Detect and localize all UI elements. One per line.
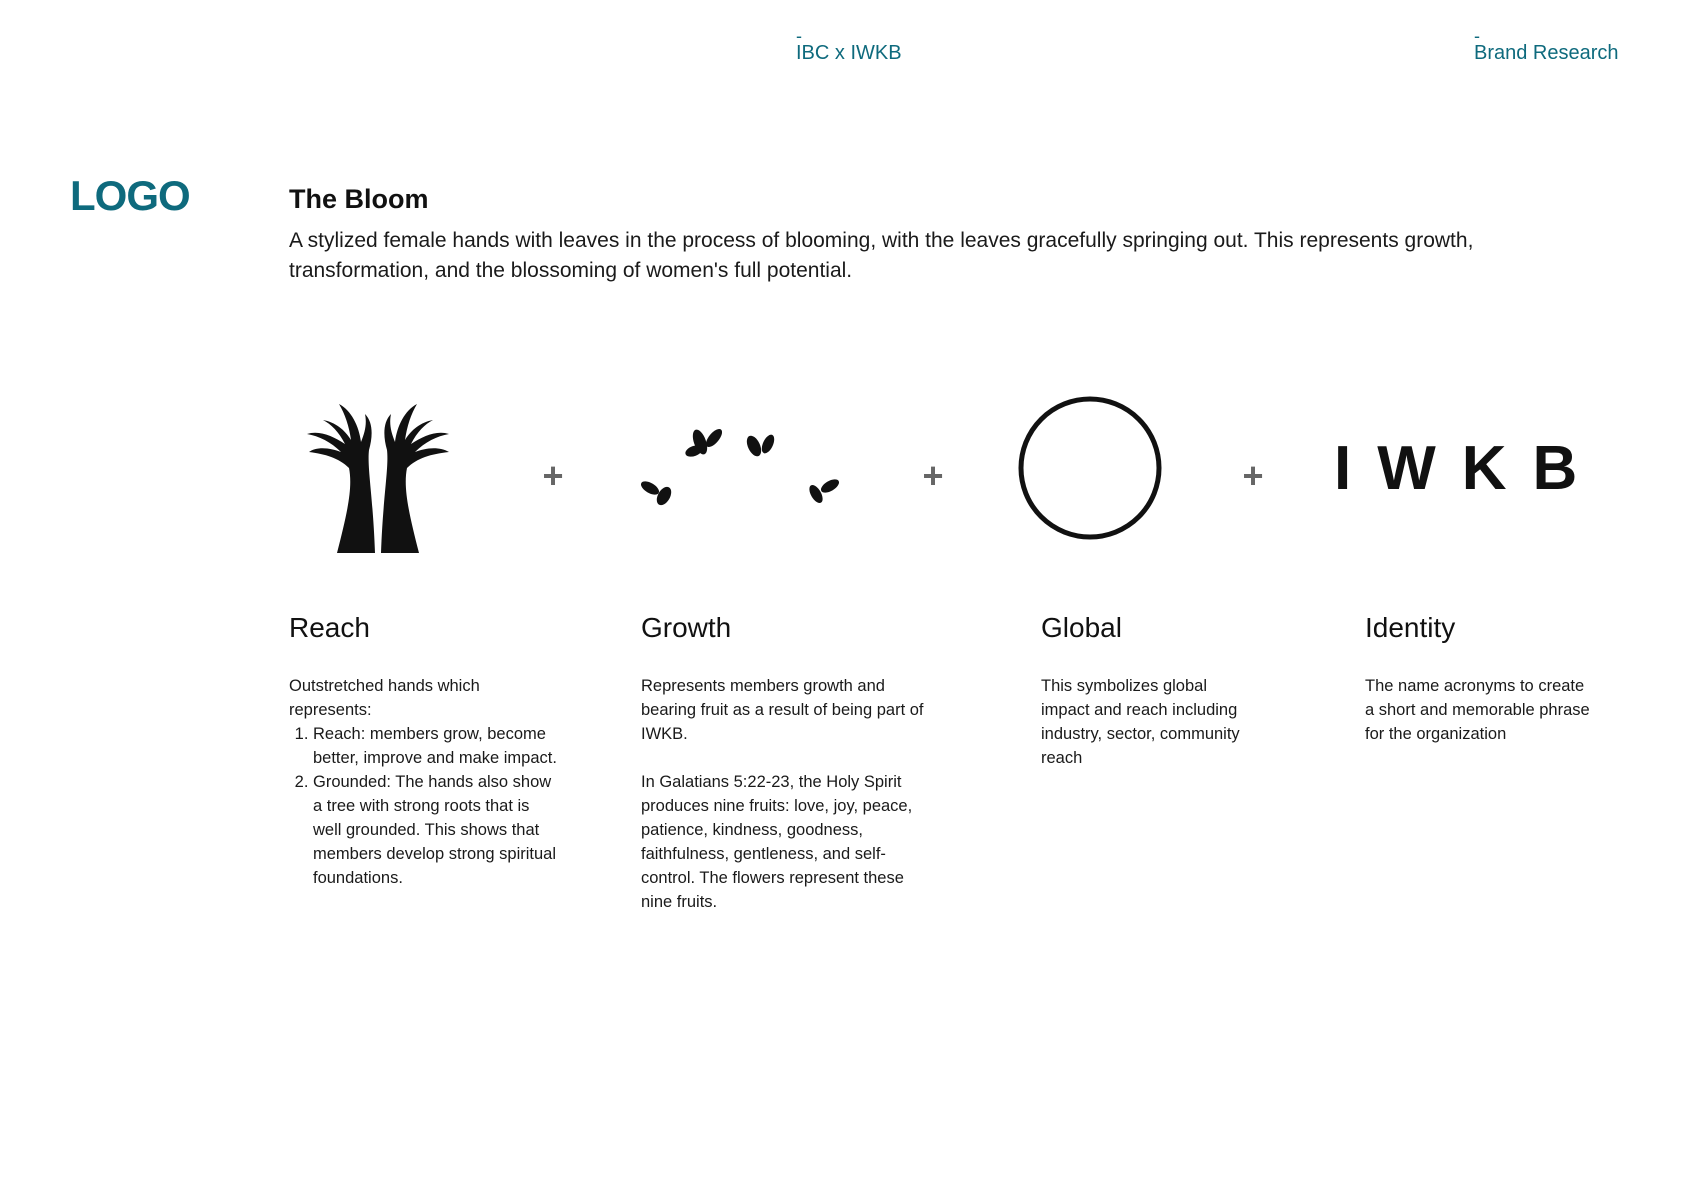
global-column xyxy=(1041,610,1241,770)
plus-symbol-2: + xyxy=(922,455,944,496)
reach-body xyxy=(289,674,559,890)
plus-symbol-3: + xyxy=(1242,455,1264,496)
circle-icon xyxy=(1016,394,1164,542)
reach-column xyxy=(289,610,559,890)
global-text: This symbolizes global impact and reach including industry, sector, community reach xyxy=(1041,677,1240,767)
header-project xyxy=(796,26,902,64)
reach-list-item: 1. Reach: members grow, become better, improve and make impact. xyxy=(313,722,559,770)
header-project-label: IBC x IWKB xyxy=(796,42,902,64)
header-section-dash: - xyxy=(1474,26,1480,46)
iwkb-wordmark: IWKB xyxy=(1334,434,1604,503)
growth-body xyxy=(641,674,931,914)
reach-list xyxy=(289,722,559,890)
concept-title: The Bloom xyxy=(289,184,429,214)
growth-paragraph-2: In Galatians 5:22-23, the Holy Spirit produces nine fruits: love, joy, peace, patience, kindness, goodness, faithfulness, gentleness, and self-control. The flowers represent these nine fruits. xyxy=(641,773,913,911)
global-body xyxy=(1041,674,1241,770)
plus-symbol-1: + xyxy=(542,455,564,496)
hands-tree-icon xyxy=(289,396,467,558)
identity-column xyxy=(1365,610,1595,746)
growth-heading: Growth xyxy=(641,612,732,643)
header-section-label: Brand Research xyxy=(1474,42,1619,64)
reach-heading: Reach xyxy=(289,612,370,643)
reach-list-item: 2. Grounded: The hands also show a tree with strong roots that is well grounded. This shows that members develop strong spiritual foundations. xyxy=(313,770,559,890)
identity-heading: Identity xyxy=(1365,612,1456,643)
section-label: LOGO xyxy=(70,172,190,219)
identity-body xyxy=(1365,674,1595,746)
header-project-dash: - xyxy=(796,26,802,46)
global-heading: Global xyxy=(1041,612,1122,643)
header-section xyxy=(1474,26,1619,64)
identity-text: The name acronyms to create a short and memorable phrase for the organization xyxy=(1365,677,1590,743)
leaves-icon xyxy=(638,424,848,514)
concept-description: A stylized female hands with leaves in the process of blooming, with the leaves gracefully springing out. This represents growth, transformation, and the blossoming of women's full potential. xyxy=(289,229,1474,282)
growth-column xyxy=(641,610,931,914)
growth-paragraph-1: Represents members growth and bearing fruit as a result of being part of IWKB. xyxy=(641,677,924,743)
reach-intro: Outstretched hands which represents: xyxy=(289,677,480,719)
